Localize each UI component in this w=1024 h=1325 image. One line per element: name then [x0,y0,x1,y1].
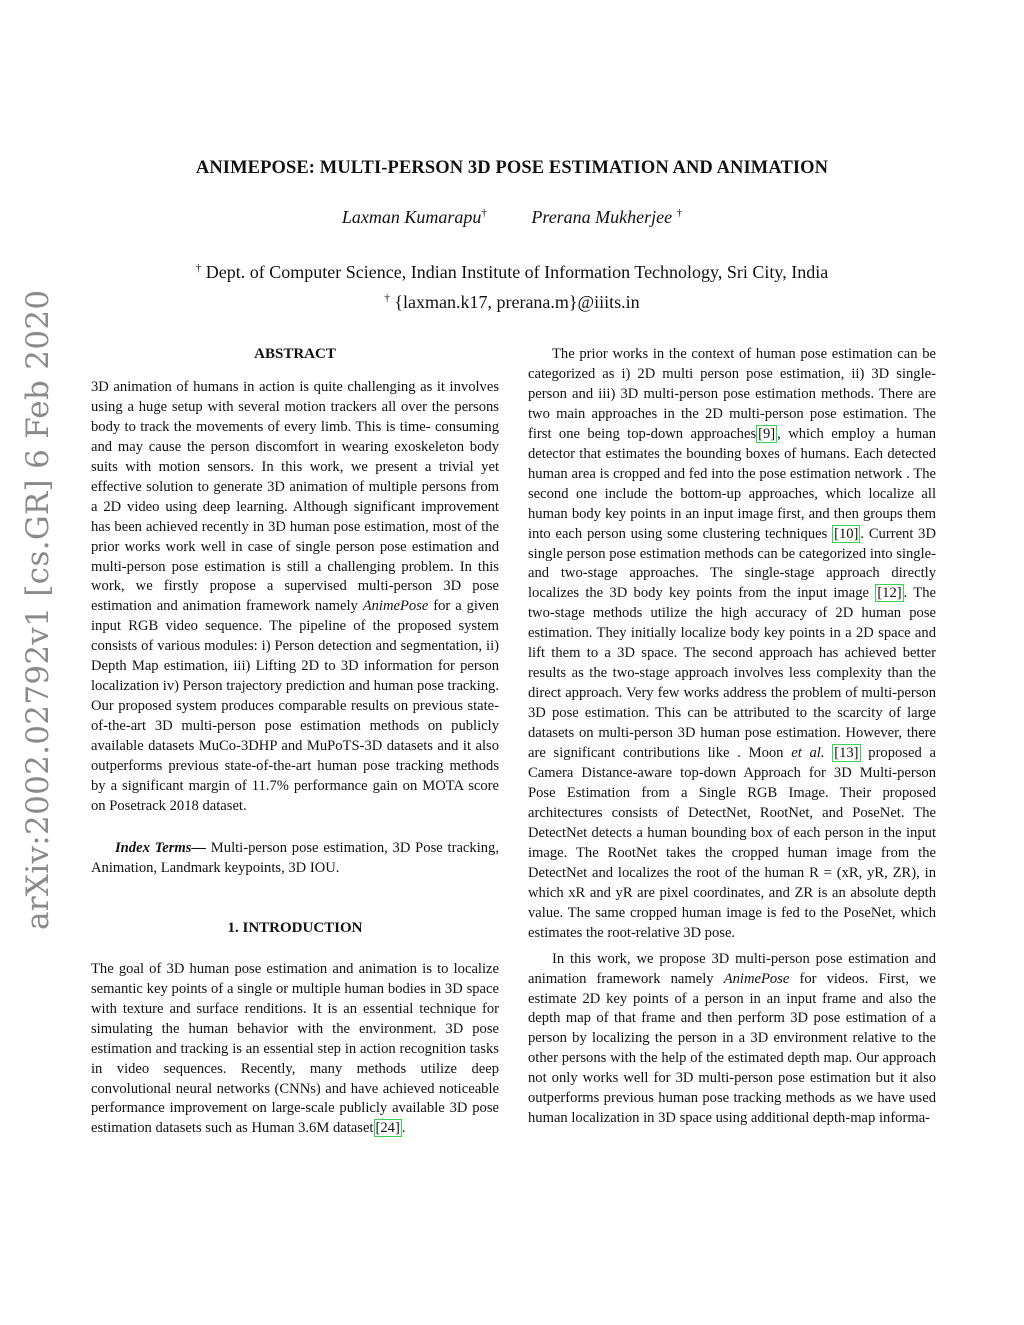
abstract-heading: ABSTRACT [254,346,336,362]
citation-link[interactable]: [10] [834,525,859,542]
proposal-paragraph: In this work, we propose 3D multi-person pose estimation and animation framework namely AnimePose for videos. First, we estimate 2D key points of a person in an input frame and also the depth map of that frame and then perform 3D pose estimation of a person by localizing the person in a 3D environment relative to the other persons with the help of the estimated depth map. Our approach not only works well for 3D multi-person pose estimation but it also outperforms previous human pose tracking methods as we have used human localization in 3D space using additional depth-map informa- [528,950,937,1127]
affiliation [0,255,1024,315]
index-terms: Index Terms— Multi-person pose estimation, 3D Pose tracking, Animation, Landmark keypoints, 3D IOU. [91,839,499,876]
abstract-text: 3D animation of humans in action is quite challenging as it involves using a huge setup with several motion trackers all over the persons body to track the movements of every limb. This is time- consuming and may cause the person discomfort in wearing exoskeleton body suits with motion sensors. In this work, we present a trivial yet effective solution to generate 3D animation of multiple persons from a 2D video using deep learning. Although significant improvement has been achieved recently in 3D human pose estimation, most of the prior works work well in case of single person pose estimation and multi-person pose estimation is still a challenging problem. In this work, we firstly propose a supervised multi-person 3D pose estimation and animation framework namely AnimePose for a given input RGB video sequence. The pipeline of the proposed system consists of various modules: i) Person detection and segmentation, ii) Depth Map estimation, iii) Lifting 2D to 3D information for person localization iv) Person trajectory prediction and human pose tracking. Our proposed system produces comparable results on previous state-of-the-art 3D multi-person pose estimation methods on publicly available datasets MuCo-3DHP and MuPoTS-3D datasets and it also outperforms previous state-of-the-art human pose tracking methods by a significant margin of 11.7% performance gain on MOTA score on Posetrack 2018 dataset. [91,378,499,814]
author-list [0,207,1024,228]
author-1: Laxman Kumarapu† [341,207,487,227]
right-column [528,345,936,1129]
introduction-heading: 1. INTRODUCTION [227,919,363,936]
citation-link[interactable]: [24] [375,1120,400,1137]
arxiv-side-stamp: arXiv:2002.02792v1 [cs.GR] 6 Feb 2020 [20,289,56,930]
citation-link[interactable]: [13] [834,745,859,762]
citation-link[interactable]: [9] [758,425,776,442]
introduction-text: The goal of 3D human pose estimation and animation is to localize semantic key points of a single or multiple human bodies in 3D space with texture and surface renditions. It is an essential technique for simulating the human behavior with the environment. 3D pose estimation and tracking is an essential step in action recognition tasks in video sequences. Recently, many methods utilize deep convolutional neural networks (CNNs) and have achieved noticeable performance improvement on large-scale publicly available 3D pose estimation datasets such as Human 3.6M dataset [24] . [91,960,499,1137]
author-2: Prerana Mukherjee † [531,207,683,227]
prior-works-paragraph: The prior works in the context of human pose estimation can be categorized as i) 2D multi person pose estimation, ii) 3D single-person and iii) 3D multi-person pose estimation methods. There are two main approaches in the 2D multi-person pose estimation. The first one being top-down approaches [9] , which employ a human detector that estimates the bounding boxes of humans. Each detected human area is cropped and fed into the pose estimation network . The second one include the bottom-up approaches, which localize all human body key points in an input image first, and then groups them into each person using some clustering techniques [10] . Current 3D single person pose estimation methods can be categorized into single- and two-stage approaches. The single-stage approach directly localizes the 3D body key points from the input image [12] . The two-stage methods utilize the high accuracy of 2D human pose estimation. They initially localize body key points in a 2D space and lift them to a 3D space. The second approach has achieved better results as the two-stage approach involves less complexity than the direct approach. Very few works address the problem of multi-person 3D pose estimation. This can be attributed to the scarcity of large datasets on multi-person 3D human pose estimation. However, there are significant contributions like . Moon et al. [13] proposed a Camera Distance-aware top-down Approach for 3D Multi-person Pose Estimation from a Single RGB Image. Their proposed architectures consists of DetectNet, RootNet, and PoseNet. The DetectNet detects a human bounding box of each person in the input image. The RootNet takes the cropped human image from the DetectNet and localizes the root of the human R = (xR, yR, ZR), in which xR and yR are pixel coordinates, and ZR is an absolute depth value. The same cropped human image is fed to the PoseNet, which estimates the root-relative 3D pose. [528,346,936,941]
affiliation-line-1: † Dept. of Computer Science, Indian Institute of Information Technology, Sri City, India [195,262,829,282]
affiliation-line-2: † {laxman.k17, prerana.m}@iiits.in [384,292,640,312]
paper-title: ANIMEPOSE: MULTI-PERSON 3D POSE ESTIMATION AND ANIMATION [195,158,829,178]
citation-link[interactable]: [12] [877,585,902,602]
left-column [91,345,499,1139]
